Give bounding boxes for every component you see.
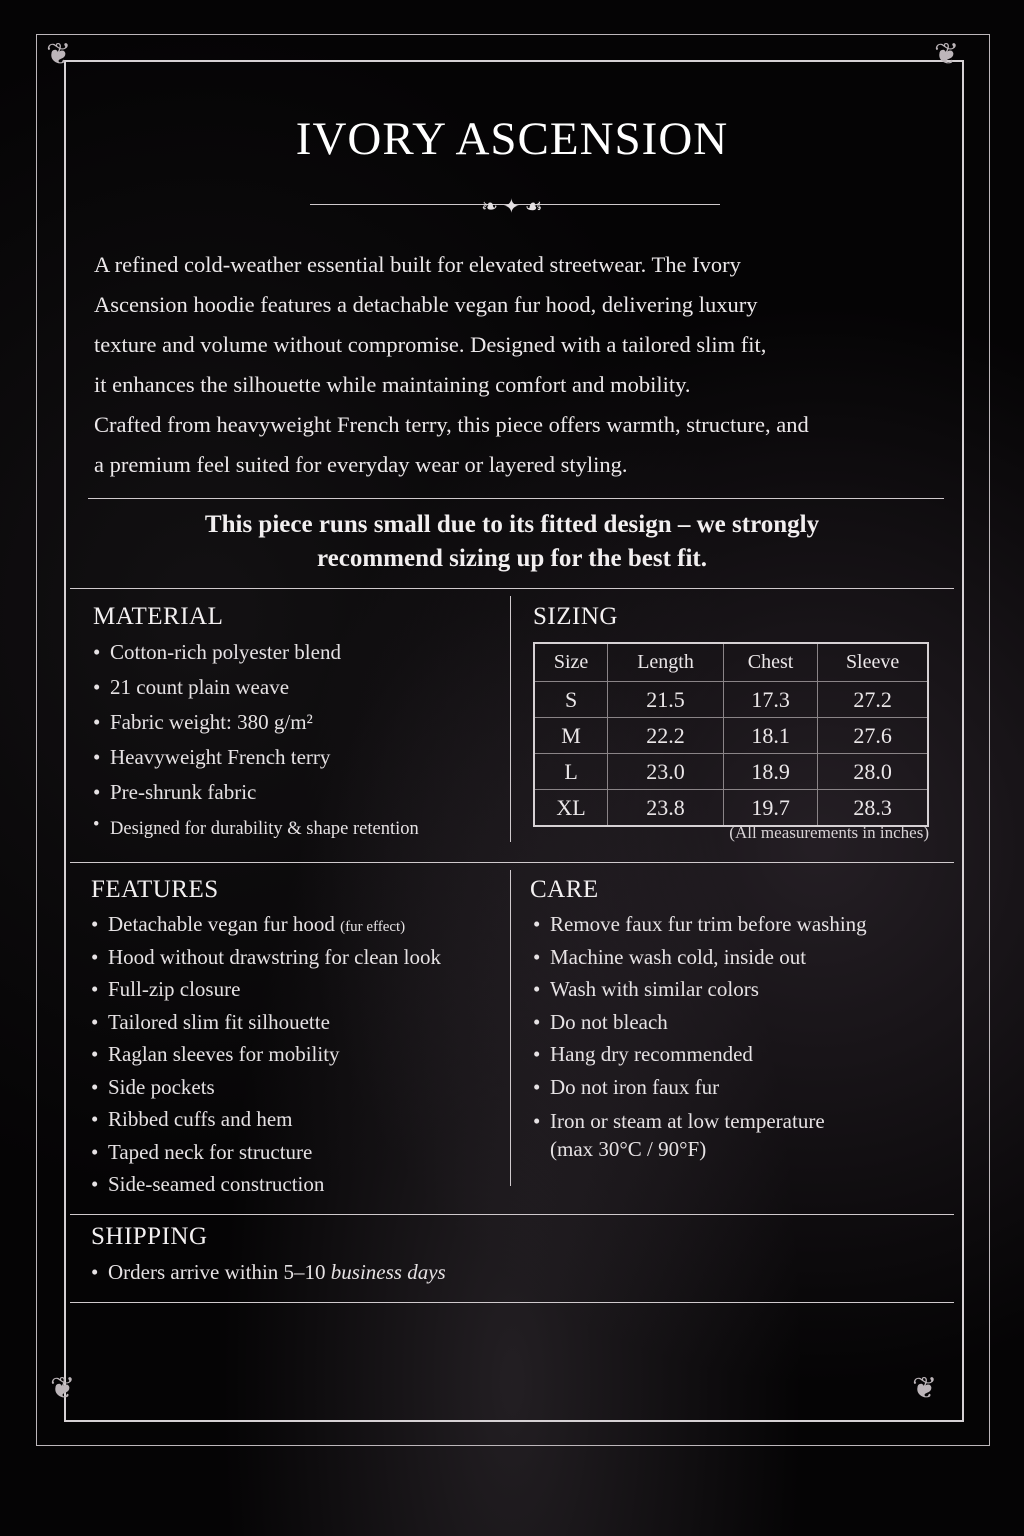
table-cell: 28.3 — [818, 790, 928, 827]
list-item: • Wash with similar colors — [533, 977, 867, 1010]
list-item: • Fabric weight: 380 g/m² — [93, 710, 419, 745]
divider — [70, 1302, 954, 1303]
notice-line: recommend sizing up for the best fit. — [316, 545, 707, 572]
table-cell: L — [534, 754, 608, 790]
corner-ornament-top-left: ❦ — [46, 38, 72, 71]
list-item: • Cotton-rich polyester blend — [93, 640, 419, 675]
column-header: Chest — [723, 643, 817, 682]
shipping-text-italic: business days — [330, 1260, 446, 1284]
sizing-notice — [70, 508, 954, 576]
list-item: • Taped neck for structure — [91, 1140, 441, 1173]
table-row — [534, 718, 928, 754]
table-cell: 23.0 — [608, 754, 724, 790]
list-item: • Hang dry recommended — [533, 1042, 867, 1075]
list-item: • Remove faux fur trim before washing — [533, 912, 867, 945]
description-line: Crafted from heavyweight French terry, this piece offers warmth, structure, and — [94, 412, 809, 437]
description-line: texture and volume without compromise. Designed with a tailored slim fit, — [94, 332, 767, 357]
table-cell: M — [534, 718, 608, 754]
table-cell: 19.7 — [723, 790, 817, 827]
list-item: • Ribbed cuffs and hem — [91, 1107, 441, 1140]
table-cell: 27.6 — [818, 718, 928, 754]
list-item: • Designed for durability & shape retention — [93, 815, 419, 854]
corner-ornament-bottom-right: ❦ — [912, 1372, 938, 1405]
table-cell: XL — [534, 790, 608, 827]
table-cell: 27.2 — [818, 682, 928, 718]
product-title: IVORY ASCENSION — [295, 113, 729, 165]
description-line: Ascension hoodie features a detachable vegan fur hood, delivering luxury — [94, 292, 758, 317]
list-item — [533, 1107, 867, 1163]
sizing-table — [533, 642, 929, 827]
title-ornament: ❧ ✦ ☙ — [481, 196, 543, 218]
corner-ornament-top-right: ❦ — [934, 38, 960, 71]
sizing-note: (All measurements in inches) — [729, 823, 929, 842]
care-last-line1: Iron or steam at low temperature — [550, 1109, 825, 1133]
list-item — [91, 912, 441, 945]
column-header: Length — [608, 643, 724, 682]
care-last-line2: (max 30°C / 90°F) — [550, 1137, 707, 1161]
material-list — [93, 640, 419, 854]
features-title: FEATURES — [91, 876, 219, 903]
list-item: • Tailored slim fit silhouette — [91, 1010, 441, 1043]
list-item: • Side pockets — [91, 1075, 441, 1108]
divider — [70, 1214, 954, 1215]
table-cell: 22.2 — [608, 718, 724, 754]
table-cell: 23.8 — [608, 790, 724, 827]
care-title: CARE — [530, 876, 599, 903]
table-cell: 18.9 — [723, 754, 817, 790]
list-item — [91, 1260, 446, 1285]
table-header-row — [534, 643, 928, 682]
material-title: MATERIAL — [93, 603, 224, 630]
description-line: a premium feel suited for everyday wear or layered styling. — [94, 452, 628, 477]
sizing-title: SIZING — [533, 603, 618, 630]
column-divider — [510, 596, 511, 842]
list-item: • Full-zip closure — [91, 977, 441, 1010]
table-cell: 17.3 — [723, 682, 817, 718]
list-item: • Heavyweight French terry — [93, 745, 419, 780]
table-cell: 18.1 — [723, 718, 817, 754]
table-row — [534, 682, 928, 718]
table-row — [534, 754, 928, 790]
list-item: • Machine wash cold, inside out — [533, 945, 867, 978]
list-item: • Do not bleach — [533, 1010, 867, 1043]
list-item: • Do not iron faux fur — [533, 1075, 867, 1108]
care-list — [533, 912, 867, 1163]
column-header: Size — [534, 643, 608, 682]
feature-hood-note: (fur effect) — [340, 919, 406, 935]
list-item: • Raglan sleeves for mobility — [91, 1042, 441, 1075]
list-item: • Pre-shrunk fabric — [93, 780, 419, 815]
table-cell: 21.5 — [608, 682, 724, 718]
column-header: Sleeve — [818, 643, 928, 682]
shipping-title: SHIPPING — [91, 1223, 208, 1250]
shipping-text: Orders arrive within 5–10 — [108, 1260, 326, 1284]
divider — [88, 498, 944, 499]
corner-ornament-bottom-left: ❦ — [50, 1372, 76, 1405]
product-description — [94, 245, 954, 485]
table-cell: 28.0 — [818, 754, 928, 790]
divider — [70, 862, 954, 863]
description-line: A refined cold-weather essential built for elevated streetwear. The Ivory — [94, 252, 741, 277]
divider — [70, 588, 954, 589]
table-row — [534, 790, 928, 827]
features-list — [91, 912, 441, 1205]
feature-hood-text: Detachable vegan fur hood — [108, 912, 335, 936]
list-item: • Hood without drawstring for clean look — [91, 945, 441, 978]
column-divider — [510, 870, 511, 1186]
table-cell: S — [534, 682, 608, 718]
list-item: • Side-seamed construction — [91, 1172, 441, 1205]
shipping-list — [91, 1260, 446, 1285]
description-line: it enhances the silhouette while maintaining comfort and mobility. — [94, 372, 691, 397]
notice-line: This piece runs small due to its fitted design – we strongly — [204, 511, 820, 538]
list-item: • 21 count plain weave — [93, 675, 419, 710]
